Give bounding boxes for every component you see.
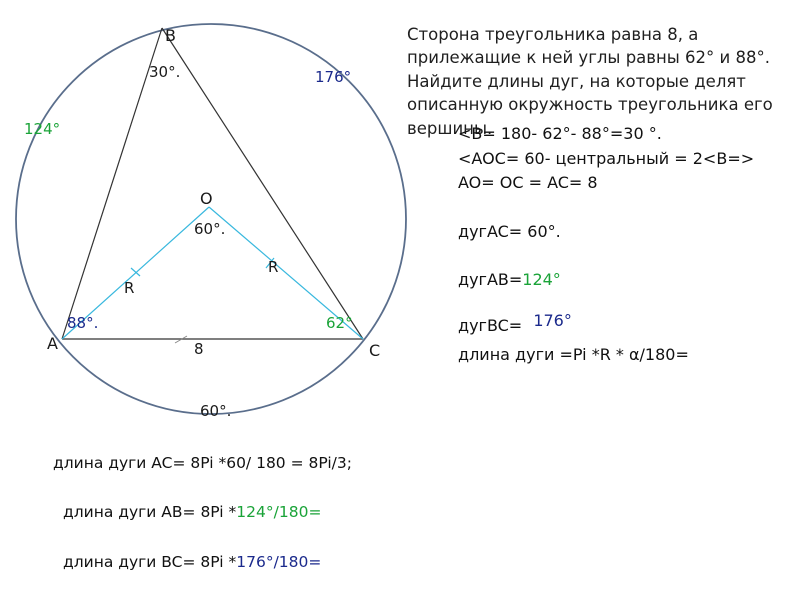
arc-length-ab-prefix: длина дуги AB= 8Pi *	[63, 503, 237, 521]
angle-label-c: 62°	[326, 314, 353, 332]
arc-length-ab	[63, 503, 321, 521]
arc-length-bc-prefix: длина дуги BC= 8Pi *	[63, 553, 237, 571]
angle-label-o: 60°.	[194, 220, 226, 238]
angle-label-a: 88°.	[67, 314, 99, 332]
side-ab	[62, 28, 162, 339]
solution-line-arc-bc	[458, 311, 572, 335]
arc-label-ac: 60°.	[200, 402, 232, 420]
solution-line-arc-length-formula: длина дуги =Pi *R * α/180=	[458, 345, 689, 364]
vertex-label-b: B	[165, 26, 176, 45]
center-label-o: O	[200, 189, 213, 208]
radius-label-oa: R	[124, 279, 135, 297]
side-length-label: 8	[194, 340, 204, 358]
arc-length-bc-value: 176°/180=	[236, 553, 322, 571]
arc-label-ab: 124°	[24, 120, 61, 138]
problem-statement: Сторона треугольника равна 8, а прилежащие к ней углы равны 62° и 88°. Найдите длины дуг, на которые делят описанную окружность треугольника его вершины.	[407, 24, 773, 138]
arc-length-bc	[63, 553, 321, 571]
solution-line-angle-b: <B= 180- 62°- 88°=30 °.	[458, 124, 662, 143]
solution-line-arc-ab	[458, 270, 561, 289]
arc-label-bc: 176°	[315, 68, 352, 86]
vertex-label-a: A	[47, 334, 58, 353]
vertex-label-c: C	[369, 341, 381, 360]
arc-length-ac: длина дуги AC= 8Pi *60/ 180 = 8Pi/3;	[53, 454, 352, 472]
solution-line-arc-ac: дугAC= 60°.	[458, 222, 561, 241]
arc-ab-prefix: дугAB=	[458, 270, 523, 289]
solution-line-equal-sides: AO= OC = AC= 8	[458, 173, 598, 192]
arc-length-ab-value: 124°/180=	[236, 503, 322, 521]
angle-label-b: 30°.	[149, 63, 181, 81]
solution-line-central-angle: <AOC= 60- центральный = 2<B=>	[458, 149, 755, 168]
radius-label-oc: R	[268, 258, 279, 276]
arc-bc-prefix: дугBC=	[458, 316, 523, 335]
arc-ab-value: 124°	[522, 270, 561, 289]
tick-mark-oa	[131, 268, 140, 276]
arc-bc-value: 176°	[533, 311, 572, 330]
